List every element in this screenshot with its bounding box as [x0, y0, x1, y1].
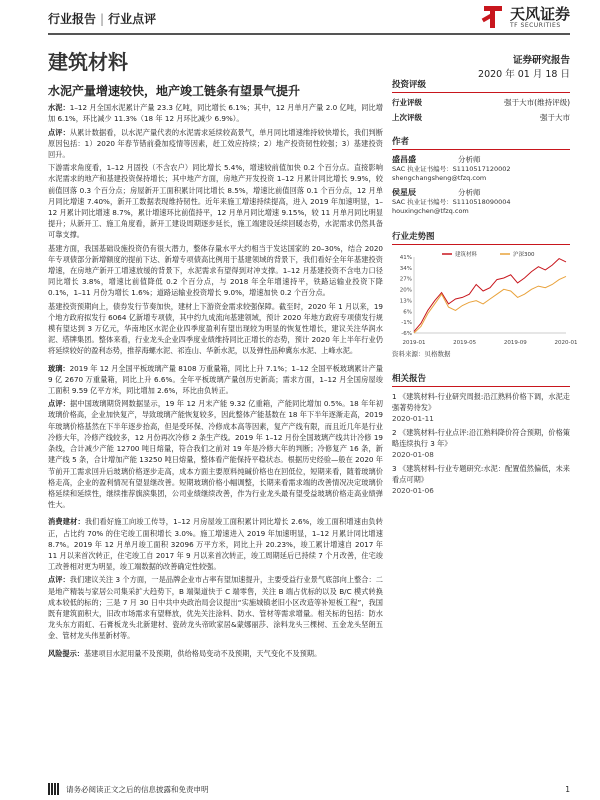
paragraph-text: 基建投资预期向上，债券发行节奏加快，建材上下游资金需求较强保障。截至时，2020 年 1 月以来，19 个地方政府拟发行 6064 亿新增专项债，其中约九成流向基建领域，预计 2020 年地方政府专项债发行规模有望达到 3 万亿元，华南地区水泥企业四季度盈利有望出现较为明显的恢复性增长，建议关注华润水泥、塔牌集团。整体来看，行业龙头企业四季度业绩维持同比正增长的态势，预计 2020 年上半年行业仍将延续较好的盈利态势，推荐海螺水泥、祁连山、华新水泥，以及弹性品种冀东水泥、上峰水泥。 — [48, 301, 383, 356]
author-role: 分析师 — [458, 188, 481, 197]
category-label: 行业报告 — [48, 12, 97, 26]
y-tick-label: 13% — [399, 298, 412, 305]
x-tick-label: 2019-05 — [453, 340, 477, 346]
related-title[interactable]: 3 《建筑材料-行业专题研究:水泥：配置值然偏低，未来看点可期》 — [392, 464, 570, 484]
related-date: 2020-01-06 — [392, 486, 434, 495]
paragraph-text: 2019 年 12 月全国平板玻璃产量 8108 万重量箱，同比上升 7.1%；1–12 全国平板玻璃累计产量 9 亿 2670 万重量箱，同比上升 6.6%。全年平板玻璃产量创历史新高；需求方面，1–12 月全国房屋竣工面积 9.59 亿平方米，同比增加 2.6%，环比由负转正。 — [48, 363, 383, 396]
paragraph-text: 我们建议关注 3 个方面，一是品牌企业市占率有望加速提升，主要受益行业景气底部向上整合：二是地产精装与家居公司集采扩大趋势下，B 端渠道快于 C 端零售，关注 B 端占优标的以及 B/C 模式转换成本较低的标的；三是 7 月 30 日中共中央政治局会议提出“实施城镇老旧小区改造等补短板工程”，我国既有建筑面积大，旧改市场需求有望释放，优先关注涂料、防水、管材等需求增量。相关标的包括：防水龙头东方雨虹、石膏板龙头北新建材、瓷砖龙头帝欧家居&蒙娜丽莎、涂料龙头三棵树、五金龙头坚朗五金、管材龙头伟星新材等。 — [48, 575, 383, 641]
main-content — [48, 86, 383, 661]
report-category: 行业报告 | 行业点评 — [48, 12, 157, 26]
x-tick-label: 2019-09 — [503, 340, 527, 346]
author-email[interactable]: shengchangsheng@tfzq.com — [392, 174, 487, 182]
sub-category-label: 行业点评 — [108, 12, 157, 26]
rating-row — [392, 97, 570, 108]
logo-text: 天风证券 — [509, 4, 570, 23]
chart-source: 资料来源：贝格数据 — [392, 350, 451, 358]
logo-subtext: TF SECURITIES — [509, 21, 561, 29]
paragraph-text: 基建项目水泥用量不及预期，供给格局变动不及预期，天气变化不及预期。 — [83, 648, 322, 658]
paragraph — [48, 162, 383, 240]
author-role: 分析师 — [458, 155, 481, 164]
logo-mark-icon — [480, 4, 506, 30]
report-type: 证券研究报告 — [512, 55, 570, 66]
header-divider — [48, 33, 570, 35]
page-number: 1 — [565, 784, 570, 794]
paragraph-text: 据中国玻璃期货网数据显示，19 年 12 月末产能 9.32 亿重箱，产能同比增加 0.5%。18 年年初玻璃价格高，企业加快复产，导致玻璃产能恢复较多，因此整体产能基数在 18 年下半年逐渐走高，2019 年玻璃价格基然在下半年逐步抬高，但是受环保、冷修成本高等因素，复产产线有限，而且近几年是行业冷修大年，冷修产线较多，12 月份再次冷修 2 条生产线。2019 年 1–12 月份全国玻璃产线共计冷修 19 条线，合计减少产能 12700 吨日熔量，符合我们之前对 19 年是冷修大年的判断；冷修复产 16 条，新建产线 5 条，合计增加产能 13250 吨日熔量，整体看产能保持平稳状态。根据历史经验—般在 2020 年节前开工需求回升后玻璃价格逐步走高，成本方面主要原料纯碱价格也在回低位，短期来看，随着玻璃价格走高，企业的盈利情况有望显继改善。短期玻璃价格小幅调整，长期来看需求端的改善情况决定玻璃价格延续和延续性，继续推荐旗滨集团，公司业绩继续改善，作为行业龙头最有望受益玻璃价格走高业绩弹性大。 — [48, 399, 383, 510]
paragraph — [48, 398, 383, 510]
rating-row — [392, 112, 570, 123]
x-tick-label: 2020-01 — [554, 340, 578, 346]
paragraph-lead: 风险提示： — [48, 648, 84, 658]
related-title[interactable]: 2 《建筑材料-行业点评:沿江熟料降价符合预期，价格策略连续执行 3 年》 — [392, 428, 570, 448]
paragraph-text: 从累计数据看，以水泥产量代表的水泥需求延续较高景气，单月同比增速维持较快增长，我们判断原因包括：1）2020 年春节错前叠加疫情等因素，赶工效应持续；2）地产投资韧性较强；3）基建投资回升。 — [48, 127, 383, 160]
rating-value: 强于大市 — [540, 113, 570, 122]
paragraph-lead: 水泥： — [48, 103, 70, 113]
series-line — [414, 259, 566, 332]
paragraph — [48, 301, 383, 357]
paragraph — [48, 243, 383, 299]
author-block — [392, 187, 570, 216]
brand-logo — [480, 4, 570, 30]
paragraph — [48, 102, 383, 124]
y-tick-label: -1% — [401, 320, 412, 327]
paragraph-lead: 消费建材： — [48, 517, 85, 527]
rating-key: 上次评级 — [392, 113, 422, 122]
x-tick-label: 2019-01 — [402, 340, 426, 346]
related-item[interactable] — [392, 463, 570, 495]
page-title: 建筑材料 — [48, 50, 128, 74]
y-tick-label: 41% — [399, 255, 412, 261]
rating-heading: 投资评级 — [392, 78, 570, 93]
author-name: 侯星辰 — [392, 188, 416, 197]
sidebar — [392, 78, 578, 495]
author-sac: SAC 执业证书编号：S1110518090004 — [392, 198, 511, 206]
rating-key: 行业评级 — [392, 98, 422, 107]
author-block — [392, 154, 570, 183]
related-title[interactable]: 1 《建筑材料-行业研究周报:沿江熟料价格下调，水泥走强著势待发》 — [392, 392, 570, 412]
paragraph — [48, 648, 383, 659]
y-tick-label: 34% — [399, 265, 412, 272]
paragraph — [48, 574, 383, 641]
y-tick-label: 20% — [399, 287, 412, 294]
authors-heading: 作者 — [392, 135, 570, 150]
paragraph — [48, 516, 383, 572]
trend-chart-svg — [392, 249, 578, 347]
related-heading: 相关报告 — [392, 372, 570, 387]
author-sac: SAC 执业证书编号：S1110517120002 — [392, 165, 511, 173]
paragraph-lead: 点评： — [48, 399, 70, 409]
related-date: 2020-01-08 — [392, 450, 434, 459]
related-item[interactable] — [392, 427, 570, 459]
paragraph-list — [48, 102, 383, 659]
author-name: 盛昌盛 — [392, 155, 416, 164]
paragraph-lead: 点评： — [48, 575, 70, 585]
paragraph — [48, 127, 383, 161]
series-line — [414, 276, 566, 333]
headline: 水泥产量增速较快，地产竣工链条有望景气提升 — [48, 84, 301, 98]
paragraph — [48, 363, 383, 397]
y-tick-label: 27% — [399, 276, 412, 283]
page-footer — [48, 783, 570, 795]
chart-heading: 行业走势图 — [392, 230, 570, 245]
related-item[interactable] — [392, 391, 570, 423]
paragraph-text: 下游需求角度看，1–12 月固投（不含农户）同比增长 5.4%，增速较前值加快 0.2 个百分点。直接影响水泥需求的地产和基建投资保持增长；其中地产方面，房地产开发投资 1–12 月累计同比增长 9.9%，较前值回落 0.3 个百分点；房屋新开工面积累计同比增长 8.5%，增速比前值回落 0.1 个百分点，12 月单月同比增速 7.40%，新开工数据表现维持韧性。近年来施工增速持续提高，进入 2019 年加速明显，1–12 月累计同比增速 8.7%，累计增速环比前值持平，12 月单月同比增速 9.15%，较 11 月单月同比明显提升；从新开工、施工角度看，新开工建设周期逐步延长，施工端建设延续回暖态势，水泥需求仍然具备可靠支撑。 — [48, 163, 383, 240]
legend-label: 建筑材料 — [455, 252, 478, 258]
rating-value: 强于大市(维持评级) — [504, 98, 570, 107]
paragraph-text: 1–12 月全国水泥累计产量 23.3 亿吨，同比增长 6.1%；其中，12 月单月产量 2.0 亿吨，同比增加 6.1%，环比减少 11.3%（18 年 12 月环比减少 6.9%）。 — [48, 103, 383, 124]
y-tick-label: 6% — [403, 309, 412, 316]
paragraph-lead: 点评： — [48, 127, 70, 137]
author-email[interactable]: houxingchen@tfzq.com — [392, 207, 469, 215]
paragraph-text: 基建方面，我国基础设施投资仍有很大潜力，整体存量水平大约相当于发达国家的 20–30%，结合 2020 年专项债部分新增额度的提前下达、新增专项债高比例用于基建领域的背景下，我们看好全年年基建投资增速，在房地产新开工增速放缓的背景下，水泥需求有望得到对冲支撑。1–12 月基建投资不含电力口径同比增长 3.8%，增速比前值降低 0.2 个百分点，与 2018 年全年增速持平，铁路运输业投资下降 0.1%，1–11 月份为增长 1.6%；道路运输业投资增长 9.0%，增速加快 0.2 个百分点。 — [48, 243, 383, 298]
legend-label: 沪深300 — [513, 252, 535, 258]
trend-chart — [392, 249, 578, 347]
paragraph-text: 我们看好施工向竣工传导，1–12 月房屋竣工面积累计同比增长 2.6%，竣工面积增速由负转正，占比约 70% 的住宅竣工面积增长 3.0%。施工增速进入 2019 年加速明显，1–12 月累计同比增速 8.7%。2019 年 12 月单月竣工面积 32096 万平方米，同比上升 20.23%，竣工累计增速自 2017 年 11 月以来首次转正，住宅竣工自 2017 年 9 月以来首次转正，竣工周期延后已持续 7 个月改善，住宅竣工改善相对更为明显，竣工端数据的改善确定性较强。 — [48, 517, 383, 572]
qr-code-icon — [48, 783, 60, 795]
disclaimer: 请务必阅读正文之后的信息披露和免责申明 — [66, 784, 209, 794]
report-date: 2020 年 01 月 18 日 — [478, 69, 570, 80]
related-date: 2020-01-11 — [392, 414, 434, 423]
paragraph-lead: 玻璃： — [48, 363, 70, 373]
y-tick-label: -6% — [401, 331, 412, 337]
